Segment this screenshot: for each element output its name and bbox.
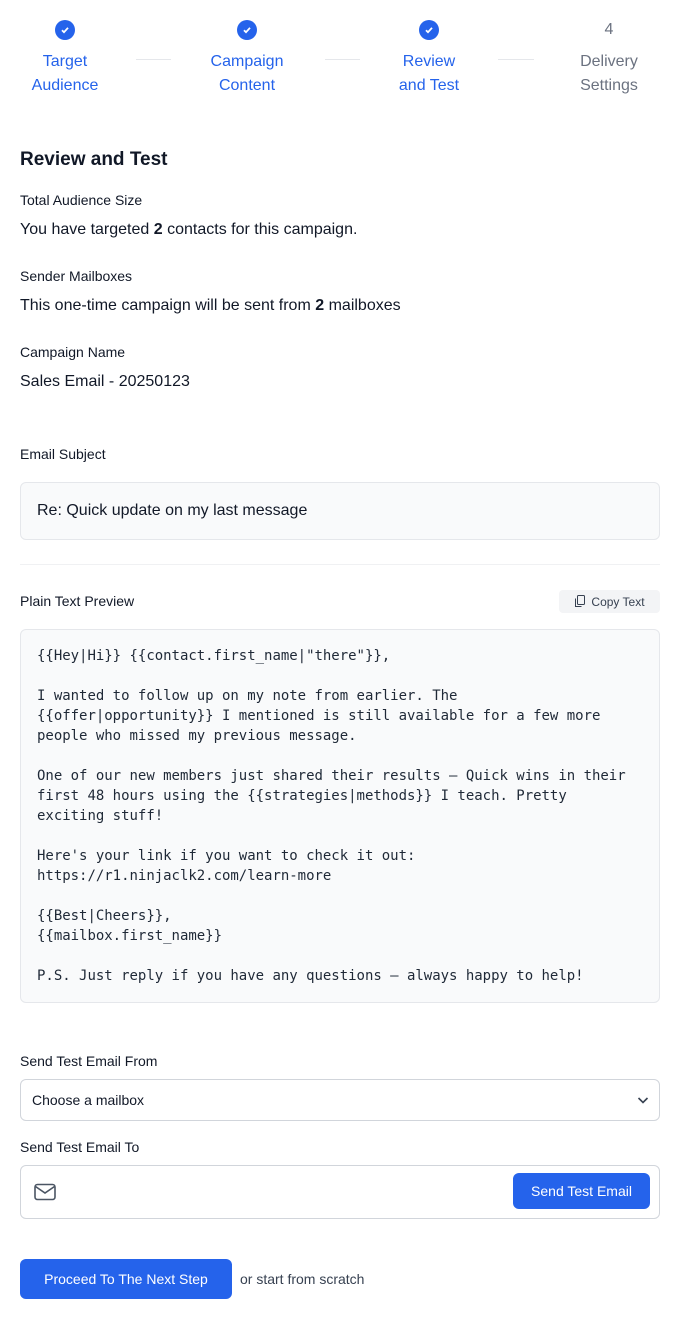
chevron-down-icon [637, 1094, 649, 1106]
mailboxes-prefix: This one-time campaign will be sent from [20, 297, 316, 314]
step-label: Target Audience [31, 53, 99, 94]
audience-prefix: You have targeted [20, 221, 154, 238]
subject-value: Re: Quick update on my last message [20, 482, 660, 540]
step-connector [498, 59, 534, 60]
copy-text-button[interactable] [559, 590, 660, 613]
mailboxes-count: 2 [315, 297, 325, 314]
check-circle-icon [237, 20, 257, 40]
divider [20, 564, 660, 565]
subject-label: Email Subject [20, 446, 106, 462]
mailboxes-suffix: mailboxes [324, 297, 401, 314]
step-campaign-content[interactable] [187, 18, 307, 98]
proceed-next-step-button[interactable]: Proceed To The Next Step [20, 1259, 232, 1299]
test-email-input[interactable] [69, 1176, 509, 1208]
step-target-audience[interactable] [5, 18, 125, 98]
copy-icon [574, 595, 586, 608]
step-connector [136, 59, 171, 60]
step-review-and-test[interactable] [369, 18, 489, 98]
page-title: Review and Test [20, 149, 168, 170]
send-test-email-button[interactable]: Send Test Email [513, 1173, 650, 1209]
mailbox-select[interactable] [20, 1079, 660, 1121]
test-to-label: Send Test Email To [20, 1139, 140, 1155]
step-delivery-settings[interactable] [549, 18, 669, 98]
campaign-name-label: Campaign Name [20, 344, 126, 360]
preview-label: Plain Text Preview [20, 593, 135, 609]
mailboxes-text [20, 297, 401, 315]
plain-text-preview: {{Hey|Hi}} {{contact.first_name|"there"}}, I wanted to follow up on my note from earlier. The {{offer|opportunity}} I mentioned is still available for a few more people who missed my previous message. One of our new members just shared their results – Quick wins in their first 48 hours using the {{strategies|methods}} I teach. Pretty exciting stuff! Here's your link if you want to check it out: https://r1.ninjaclk2.com/learn-more {{Best|Cheers}}, {{mailbox.first_name}} P.S. Just reply if you have any questions – always happy to help! [20, 629, 660, 1003]
mailboxes-label: Sender Mailboxes [20, 268, 133, 284]
step-label: Review and Test [398, 53, 460, 94]
step-label: Campaign Content [210, 53, 284, 94]
step-number: 4 [604, 21, 614, 38]
stepper [0, 0, 690, 110]
test-email-field [20, 1165, 660, 1219]
step-connector [325, 59, 360, 60]
mail-icon [34, 1183, 56, 1201]
check-circle-icon [55, 20, 75, 40]
check-circle-icon [419, 20, 439, 40]
start-from-scratch-link[interactable]: or start from scratch [240, 1271, 365, 1287]
step-label: Delivery Settings [580, 53, 638, 94]
copy-text-label: Copy Text [591, 594, 645, 609]
audience-suffix: contacts for this campaign. [162, 221, 358, 238]
audience-count: 2 [153, 221, 163, 238]
campaign-name-value: Sales Email - 20250123 [20, 373, 190, 390]
audience-text [20, 221, 357, 239]
audience-label: Total Audience Size [20, 192, 143, 208]
test-from-label: Send Test Email From [20, 1053, 158, 1069]
mailbox-select-value: Choose a mailbox [32, 1092, 145, 1108]
